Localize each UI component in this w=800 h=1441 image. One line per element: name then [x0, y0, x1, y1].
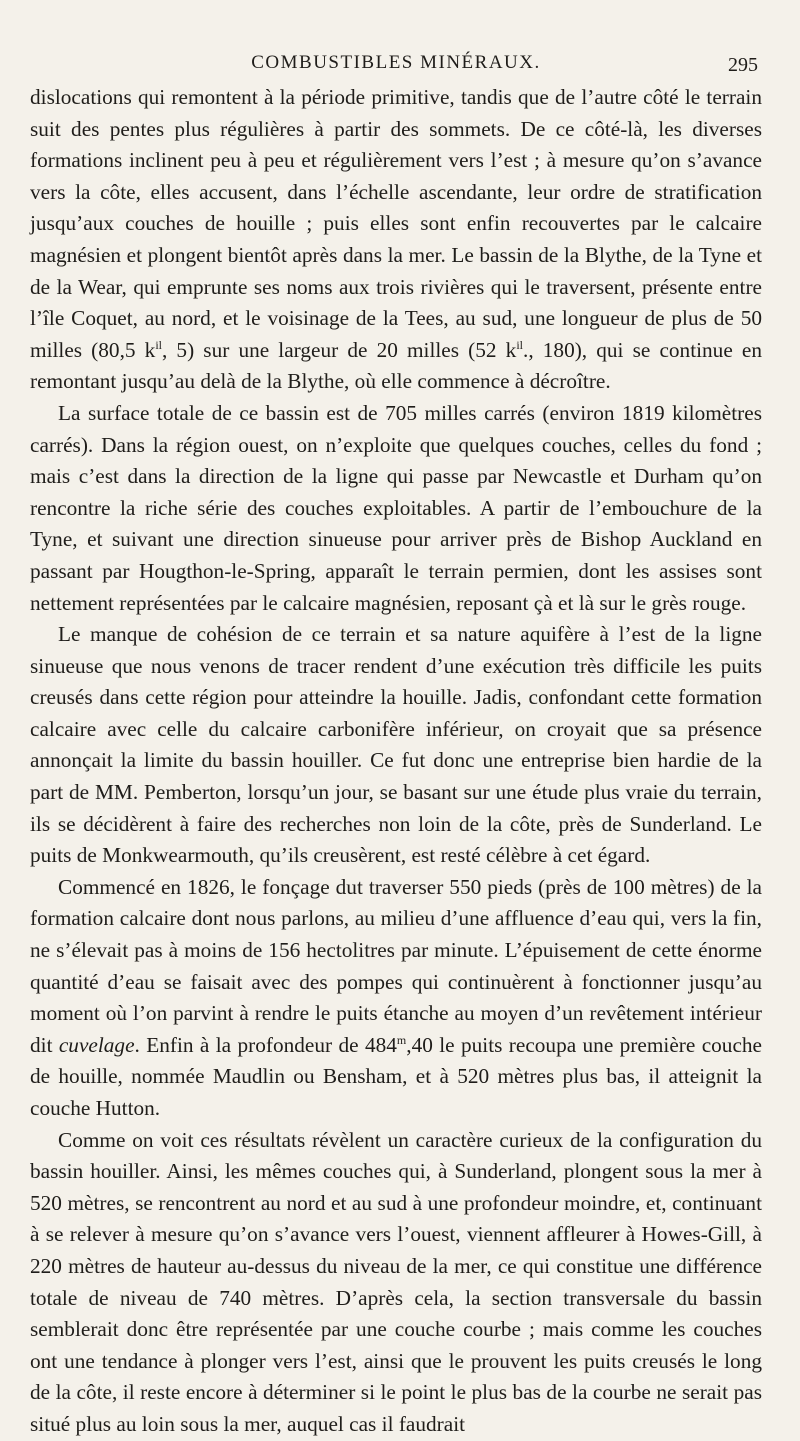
paragraph [30, 398, 762, 619]
page-number: 295 [728, 54, 758, 76]
superscript: il [155, 337, 162, 352]
text-run: ,40 le puits recoupa une première couche de houille, nommée Maudlin ou Bensham, et à 520 mètres plus bas, il atteignit la couche Hutton. [30, 1032, 762, 1120]
text-run: Le manque de cohésion de ce terrain et sa nature aquifère à l’est de la ligne sinueuse que nous venons de tracer rendent d’une exécution très difficile les puits creusés dans cette région pour atteindre la houille. Jadis, confondant cette formation calcaire avec celle du calcaire carbonifère inférieur, on croyait que sa présence annonçait la limite du bassin houiller. Ce fut donc une entreprise bien hardie de la part de MM. Pemberton, lorsqu’un jour, se basant sur une étude plus vraie du terrain, ils se décidèrent à faire des recherches non loin de la côte, près de Sunderland. Le puits de Monkwearmouth, qu’ils creusèrent, est resté célèbre à cet égard. [30, 622, 762, 868]
paragraph [30, 82, 762, 398]
text-run: dislocations qui remontent à la période primitive, tandis que de l’autre côté le terrain suit des pentes plus régulières à partir des sommets. De ce côté-là, les diverses formations inclinent peu à peu et régulièrement vers l’est ; à mesure qu’on s’avance vers la côte, elles accusent, dans l’échelle ascendante, leur ordre de stratification jusqu’aux couches de houille ; puis elles sont enfin recouvertes par le calcaire magnésien et plongent bientôt après dans la mer. Le bassin de la Blythe, de la Tyne et de la Wear, qui emprunte ses noms aux trois rivières qui le traversent, présente entre l’île Coquet, au nord, et le voisinage de la Tees, au sud, une longueur de plus de 50 milles (80,5 k [30, 85, 762, 362]
paragraph [30, 1125, 762, 1441]
italic-term: cuvelage [58, 1032, 135, 1057]
running-head [30, 52, 762, 82]
paragraph [30, 872, 762, 1125]
text-run: ., 180), qui se continue en remontant jusqu’au delà de la Blythe, où elle commence à décroître. [30, 337, 762, 394]
text-run: Commencé en 1826, le fonçage dut traverser 550 pieds (près de 100 mètres) de la formation calcaire dont nous parlons, au milieu d’une affluence d’eau qui, vers la fin, ne s’élevait pas à moins de 156 hectolitres par minute. L’épuisement de cette énorme quantité d’eau se faisait avec des pompes qui continuèrent à fonctionner jusqu’au moment où l’on parvint à rendre le puits étanche au moyen d’un revêtement intérieur dit [30, 874, 762, 1057]
text-run: La surface totale de ce bassin est de 705 milles carrés (environ 1819 kilomètres carrés). Dans la région ouest, on n’exploite que quelques couches, celles du fond ; mais c’est dans la direction de la ligne qui passe par Newcastle et Durham qu’on rencontre la riche série des couches exploitables. A partir de l’embouchure de la Tyne, et suivant une direction sinueuse pour arriver près de Bishop Auckland en passant par Hougthon-le-Spring, apparaît le terrain permien, dont les assises sont nettement représentées par le calcaire magnésien, reposant çà et là sur le grès rouge. [30, 400, 762, 615]
running-title: COMBUSTIBLES MINÉRAUX. [251, 52, 541, 73]
superscript: m [396, 1032, 407, 1047]
superscript: il [516, 337, 523, 352]
body-text [30, 82, 762, 1441]
text-run: , 5) sur une largeur de 20 milles (52 k [161, 337, 517, 362]
text-run: Comme on voit ces résultats révèlent un caractère curieux de la configuration du bassin houiller. Ainsi, les mêmes couches qui, à Sunderland, plongent sous la mer à 520 mètres, se rencontrent au nord et au sud à une profondeur moindre, et, continuant à se relever à mesure qu’on s’avance vers l’ouest, viennent affleurer à Howes-Gill, à 220 mètres de hauteur au-dessus du niveau de la mer, ce qui constitue une différence totale de niveau de 740 mètres. D’après cela, la section transversale du bassin semblerait donc être représentée par une couche courbe ; mais comme les couches ont une tendance à plonger vers l’est, ainsi que le prouvent les puits creusés le long de la côte, il reste encore à déterminer si le point le plus bas de la courbe ne serait pas situé plus au loin sous la mer, auquel cas il faudrait [30, 1127, 762, 1436]
text-run: . Enfin à la profondeur de 484 [134, 1032, 397, 1057]
paragraph [30, 619, 762, 872]
